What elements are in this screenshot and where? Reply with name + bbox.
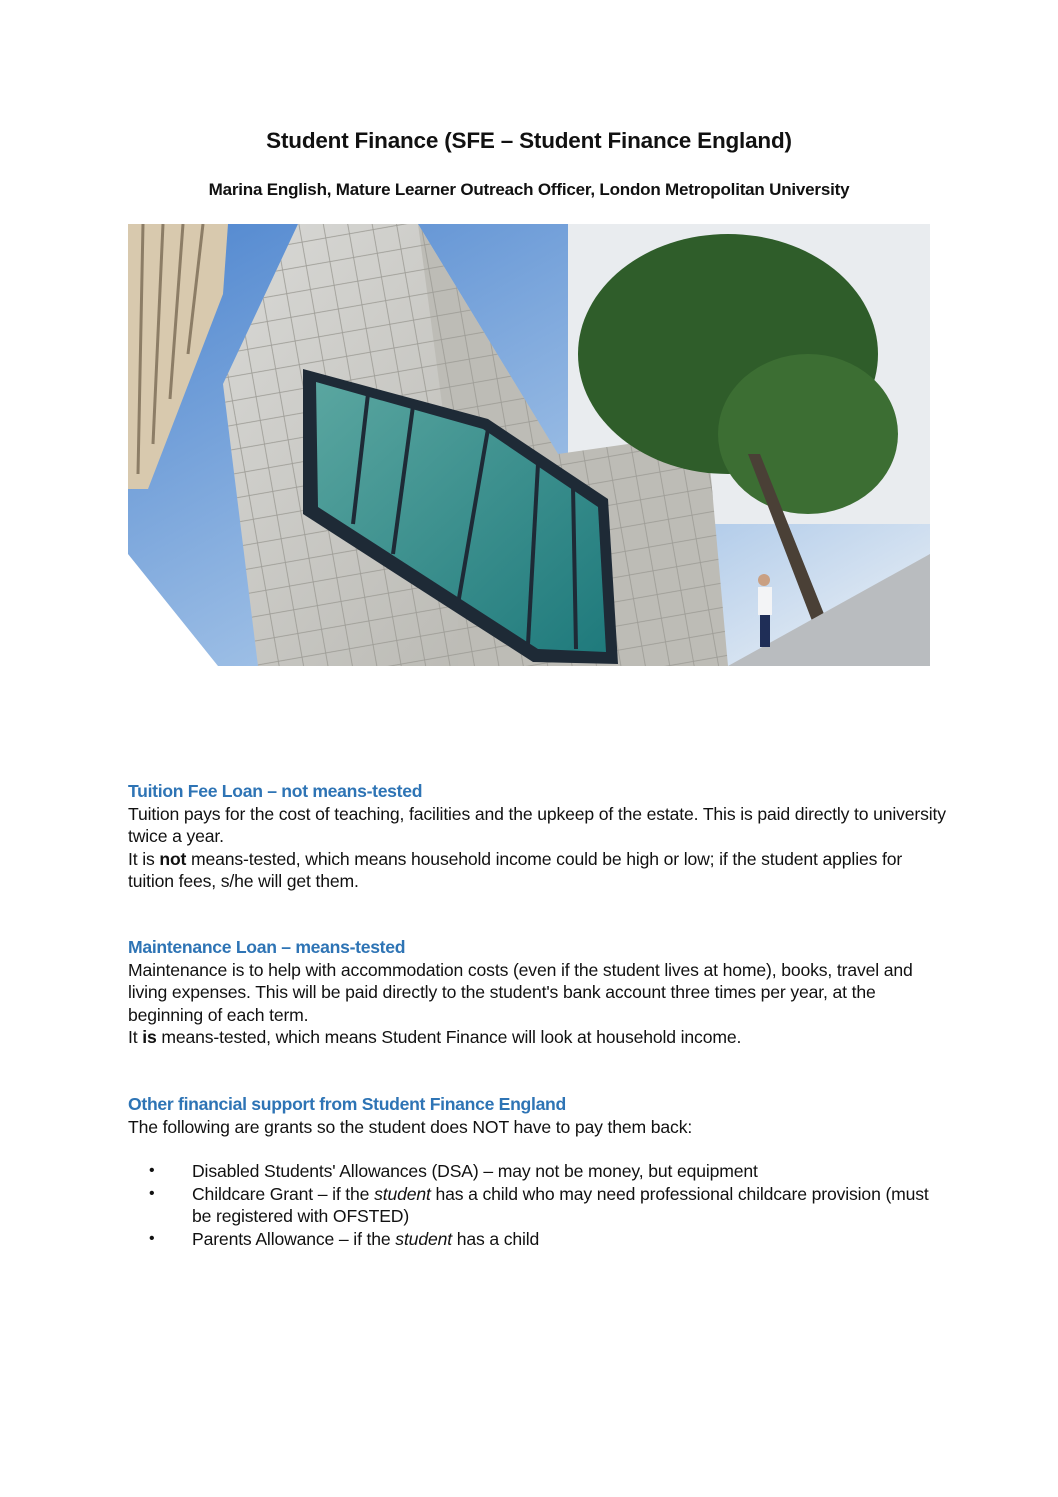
- emphasis-bold: is: [142, 1027, 157, 1048]
- text-span: has a child who may need professional childcare provision (must be registered with OFSTED): [192, 1183, 929, 1227]
- text-span: It: [128, 1027, 143, 1048]
- section-heading: Other financial support from Student Finance England: [128, 1094, 566, 1114]
- person-trousers: [760, 615, 770, 647]
- bullet-icon: •: [149, 1184, 155, 1202]
- section-heading: Maintenance Loan – means-tested: [128, 937, 406, 957]
- text-span: Disabled Students' Allowances (DSA) – may not be money, but equipment: [192, 1161, 758, 1182]
- section-paragraph: Maintenance is to help with accommodation costs (even if the student lives at home), books, travel and living expenses. This will be paid directly to the student's bank account three times per year, at the beginning of each term.: [128, 959, 913, 1025]
- section-tuition-fee-loan: [128, 780, 948, 893]
- person-head: [758, 574, 770, 586]
- list-item: [128, 1228, 948, 1251]
- emphasis-bold: not: [159, 848, 187, 869]
- emphasis-italic: student: [395, 1228, 452, 1249]
- building-photo: [128, 224, 930, 666]
- section-paragraph-means-test: [128, 848, 948, 893]
- person-shirt: [758, 587, 772, 615]
- document-subtitle: Marina English, Mature Learner Outreach Officer, London Metropolitan University: [208, 180, 850, 199]
- text-span: means-tested, which means household income could be high or low; if the student applies for tuition fees, s/he will get them.: [128, 848, 903, 892]
- section-maintenance-loan: [128, 936, 948, 1049]
- list-item: [128, 1183, 948, 1228]
- section-intro: The following are grants so the student does NOT have to pay them back:: [128, 1116, 693, 1137]
- tree-canopy-lower: [718, 354, 898, 514]
- bullet-icon: •: [149, 1162, 155, 1180]
- bullet-icon: •: [149, 1229, 155, 1247]
- text-span: It is: [128, 848, 160, 869]
- text-span: Parents Allowance – if the: [192, 1228, 396, 1249]
- section-other-support: [128, 1093, 948, 1251]
- section-heading: Tuition Fee Loan – not means-tested: [128, 781, 423, 801]
- section-paragraph: Tuition pays for the cost of teaching, facilities and the upkeep of the estate. This is paid directly to university twice a year.: [128, 803, 946, 847]
- text-span: Childcare Grant – if the: [192, 1183, 375, 1204]
- list-item: [128, 1160, 948, 1183]
- building-photo-illustration: [128, 224, 930, 666]
- section-paragraph-means-test: [128, 1026, 948, 1049]
- document-title: Student Finance (SFE – Student Finance England): [266, 128, 792, 153]
- grants-list: [128, 1160, 948, 1250]
- text-span: means-tested, which means Student Finance will look at household income.: [156, 1027, 742, 1048]
- emphasis-italic: student: [374, 1183, 431, 1204]
- text-span: has a child: [451, 1228, 540, 1249]
